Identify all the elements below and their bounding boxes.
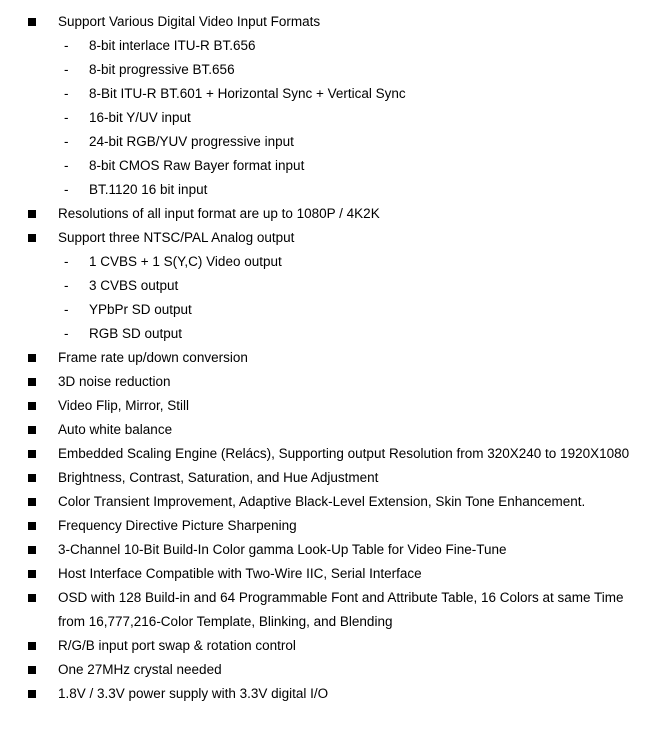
feature-text: One 27MHz crystal needed (58, 662, 222, 677)
square-bullet-icon (28, 426, 36, 434)
list-item (0, 466, 671, 490)
feature-text: Video Flip, Mirror, Still (58, 398, 190, 413)
list-item (0, 586, 671, 610)
feature-text: 3D noise reduction (58, 374, 171, 389)
feature-text: Frame rate up/down conversion (58, 350, 248, 365)
dash-marker: - (64, 62, 69, 77)
square-bullet-icon (28, 474, 36, 482)
feature-text: Frequency Directive Picture Sharpening (58, 518, 297, 533)
list-item (0, 562, 671, 586)
list-item (0, 490, 671, 514)
dash-marker: - (64, 278, 69, 293)
list-item (0, 250, 671, 274)
list-item (0, 418, 671, 442)
square-bullet-icon (28, 210, 36, 218)
square-bullet-icon (28, 666, 36, 674)
feature-text: Brightness, Contrast, Saturation, and Hue Adjustment (58, 470, 379, 485)
dash-marker: - (64, 182, 69, 197)
dash-marker: - (64, 302, 69, 317)
feature-subtext: YPbPr SD output (89, 302, 192, 317)
feature-text: 1.8V / 3.3V power supply with 3.3V digital I/O (58, 686, 329, 701)
list-item (0, 298, 671, 322)
list-item (0, 346, 671, 370)
feature-subtext: 16-bit Y/UV input (89, 110, 191, 125)
square-bullet-icon (28, 378, 36, 386)
list-item (0, 178, 671, 202)
list-item (0, 394, 671, 418)
feature-subtext: 8-bit interlace ITU-R BT.656 (89, 38, 256, 53)
dash-marker: - (64, 110, 69, 125)
dash-marker: - (64, 38, 69, 53)
feature-text: Embedded Scaling Engine (Relács), Supporting output Resolution from 320X240 to 1920X1080 (58, 446, 630, 461)
square-bullet-icon (28, 594, 36, 602)
list-item (0, 202, 671, 226)
feature-subtext: 3 CVBS output (89, 278, 179, 293)
feature-text: OSD with 128 Build-in and 64 Programmable Font and Attribute Table, 16 Colors at same Time (58, 590, 624, 605)
square-bullet-icon (28, 642, 36, 650)
square-bullet-icon (28, 234, 36, 242)
square-bullet-icon (28, 450, 36, 458)
dash-marker: - (64, 86, 69, 101)
square-bullet-icon (28, 402, 36, 410)
list-item (0, 154, 671, 178)
list-item (0, 130, 671, 154)
feature-subtext: RGB SD output (89, 326, 183, 341)
list-item (0, 82, 671, 106)
list-item (0, 58, 671, 82)
list-item (0, 682, 671, 706)
square-bullet-icon (28, 354, 36, 362)
square-bullet-icon (28, 546, 36, 554)
list-item (0, 538, 671, 562)
dash-marker: - (64, 254, 69, 269)
feature-subtext: 24-bit RGB/YUV progressive input (89, 134, 294, 149)
square-bullet-icon (28, 570, 36, 578)
list-item (0, 634, 671, 658)
list-item (0, 442, 671, 466)
feature-subtext: 8-Bit ITU-R BT.601 + Horizontal Sync + Vertical Sync (89, 86, 406, 101)
list-item (0, 106, 671, 130)
square-bullet-icon (28, 690, 36, 698)
dash-marker: - (64, 158, 69, 173)
feature-subtext: 8-bit progressive BT.656 (89, 62, 235, 77)
feature-text: Support Various Digital Video Input Formats (58, 14, 321, 29)
list-item (0, 370, 671, 394)
list-item (0, 226, 671, 250)
square-bullet-icon (28, 498, 36, 506)
feature-text: Support three NTSC/PAL Analog output (58, 230, 295, 245)
feature-text: R/G/B input port swap & rotation control (58, 638, 296, 653)
list-item (0, 514, 671, 538)
list-item (0, 658, 671, 682)
feature-subtext: 1 CVBS + 1 S(Y,C) Video output (89, 254, 282, 269)
square-bullet-icon (28, 18, 36, 26)
list-item (0, 34, 671, 58)
list-item-continuation (0, 610, 671, 634)
feature-text: 3-Channel 10-Bit Build-In Color gamma Look-Up Table for Video Fine-Tune (58, 542, 507, 557)
feature-text: Resolutions of all input format are up to 1080P / 4K2K (58, 206, 380, 221)
feature-text-continuation: from 16,777,216-Color Template, Blinking, and Blending (58, 614, 393, 629)
list-item (0, 322, 671, 346)
list-item (0, 274, 671, 298)
dash-marker: - (64, 326, 69, 341)
dash-marker: - (64, 134, 69, 149)
feature-text: Color Transient Improvement, Adaptive Black-Level Extension, Skin Tone Enhancement. (58, 494, 586, 509)
feature-text: Host Interface Compatible with Two-Wire IIC, Serial Interface (58, 566, 422, 581)
list-item (0, 10, 671, 34)
square-bullet-icon (28, 522, 36, 530)
feature-subtext: BT.1120 16 bit input (89, 182, 208, 197)
feature-subtext: 8-bit CMOS Raw Bayer format input (89, 158, 305, 173)
feature-text: Auto white balance (58, 422, 173, 437)
